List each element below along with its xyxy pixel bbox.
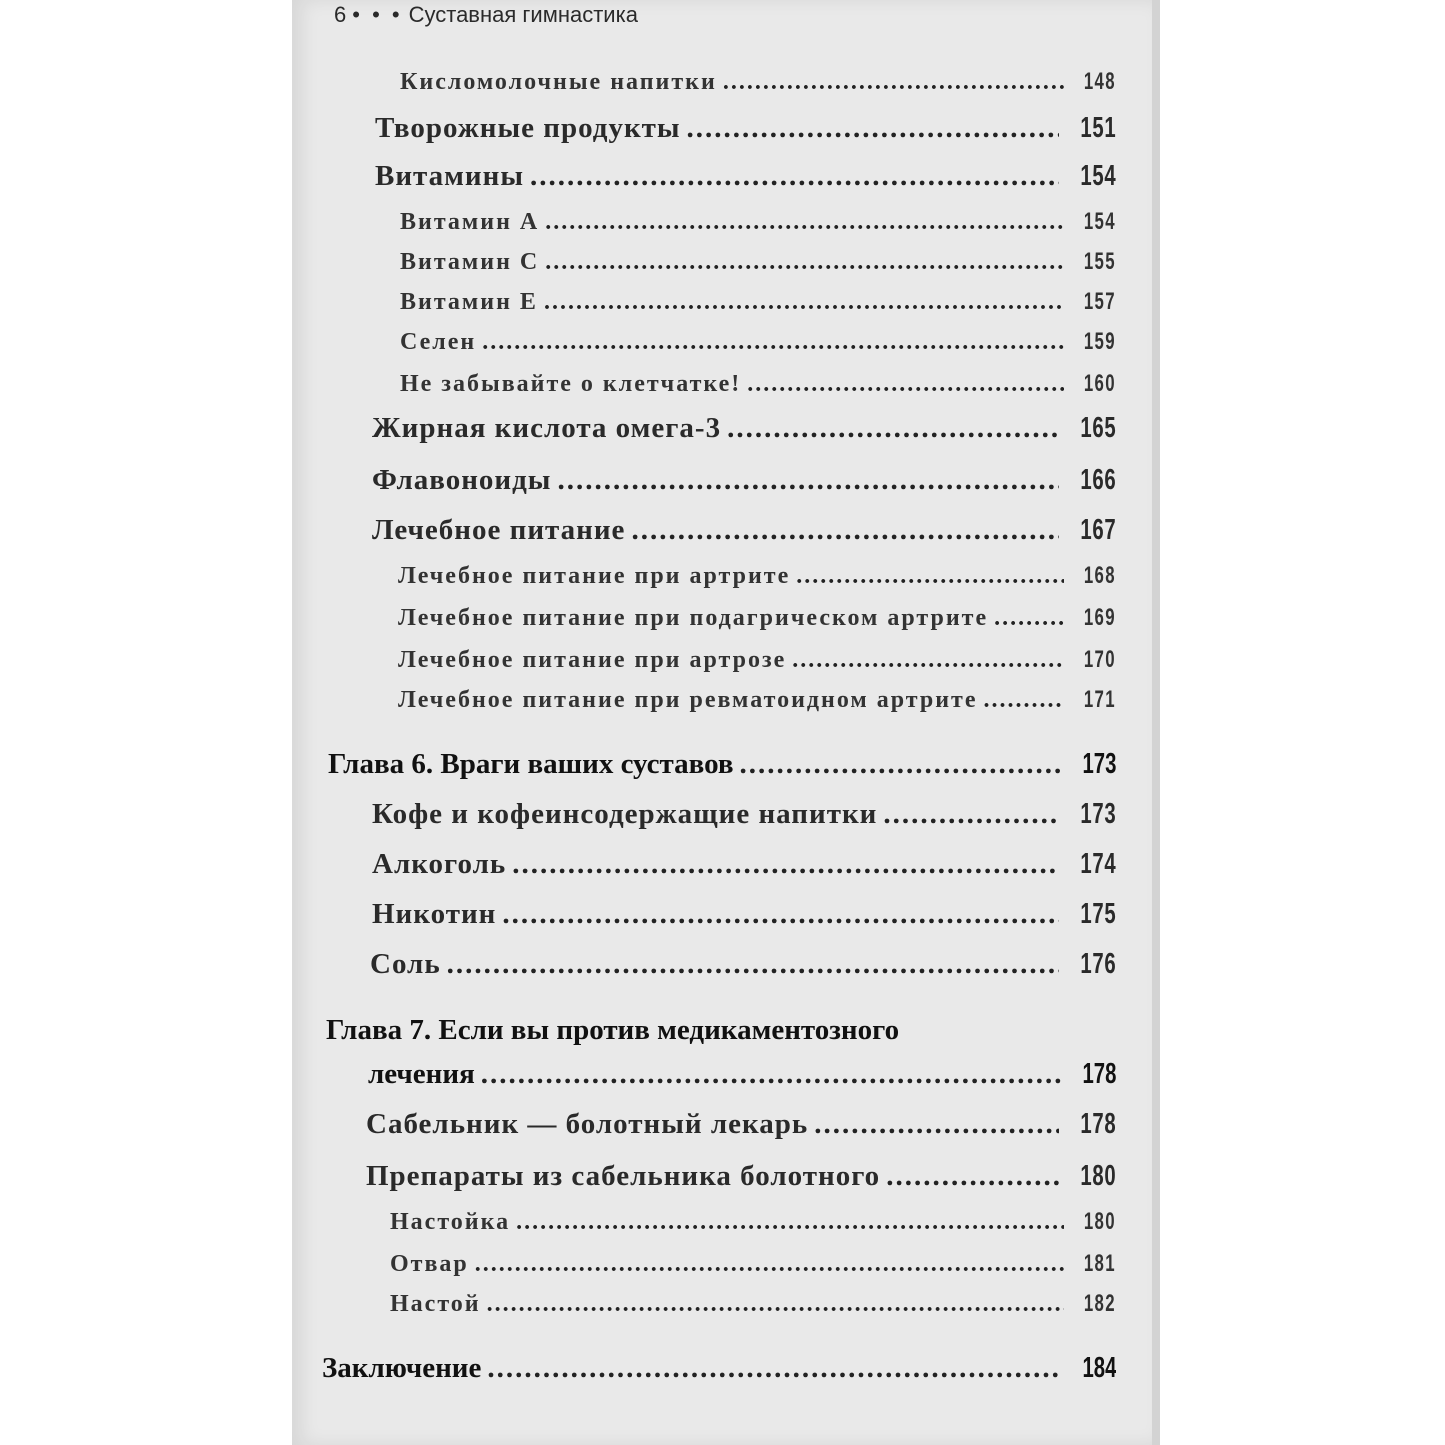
toc-title: Отвар [390,1251,469,1277]
leader-dots [792,647,1064,674]
leader-dots [886,1160,1058,1193]
toc-entry [390,1250,1116,1278]
toc-entry [372,798,1116,831]
toc-entry [370,948,1116,981]
toc-title: Жирная кислота омега-3 [372,412,722,444]
toc-title: Лечебное питание при ревматоидном артрите [398,687,978,713]
toc-chapter-entry [328,748,1116,781]
toc-entry [400,208,1116,236]
toc-title: Никотин [372,898,497,930]
toc-title: Кофе и кофеинсодержащие напитки [372,798,878,830]
toc-entry [372,898,1116,931]
toc-chapter-entry [368,1058,1116,1091]
toc-title: Настой [390,1291,481,1317]
toc-entry [400,248,1116,276]
toc-title: Лечебное питание при артрозе [398,647,787,673]
leader-dots [545,209,1064,236]
toc-entry [372,514,1116,547]
toc-page: 154 [1083,208,1116,235]
toc-page: 154 [1080,160,1116,192]
toc-title: Не забывайте о клетчатке! [400,371,742,397]
toc-page: 159 [1083,328,1116,355]
toc-page: 169 [1083,604,1116,631]
toc-entry [375,160,1116,193]
toc-page: 173 [1082,748,1116,780]
toc-entry [390,1290,1116,1318]
leader-dots [544,289,1064,316]
toc-title-continuation: лечения [368,1058,475,1090]
leader-dots [883,798,1058,831]
toc-chapter-entry [322,1352,1116,1385]
toc-entry [366,1108,1116,1141]
toc-title: Витамин А [400,209,540,235]
leader-dots [814,1108,1058,1141]
toc-page: 148 [1083,68,1116,95]
toc-entry [390,1208,1116,1236]
toc-page: 170 [1083,646,1116,673]
leader-dots [482,329,1064,356]
toc-entry [372,464,1116,497]
toc-title: Лечебное питание при подагрическом артрите [398,605,989,631]
toc-page: 180 [1083,1208,1116,1235]
toc-page: 166 [1080,464,1116,496]
toc-page: 176 [1080,948,1116,980]
toc-title: Витамин Е [400,289,538,315]
toc-title: Препараты из сабельника болотного [366,1160,881,1192]
leader-dots [723,69,1064,96]
toc-title: Селен [400,329,477,355]
leader-dots [631,514,1058,547]
toc-entry [375,112,1116,145]
toc-page: 174 [1080,848,1116,880]
book-title: Суставная гимнастика [408,2,638,27]
toc-page: 175 [1080,898,1116,930]
toc-page: 182 [1083,1290,1116,1317]
toc-entry [398,646,1116,674]
toc-title: Кисломолочные напитки [400,69,717,95]
toc-page: 171 [1083,686,1116,713]
toc-chapter-title: Глава 7. Если вы против медикаментозного [326,1014,900,1046]
toc-page: 167 [1080,514,1116,546]
leader-dots [502,898,1058,931]
toc-entry [398,562,1116,590]
leader-dots [512,848,1058,881]
toc-page: 178 [1080,1108,1116,1140]
leader-dots [740,748,1062,781]
toc-title: Творожные продукты [375,112,681,144]
toc-page: 151 [1080,112,1116,144]
toc-entry [398,686,1116,714]
leader-dots [481,1058,1062,1091]
leader-dots [984,687,1064,714]
toc-title: Витамины [375,160,524,192]
toc-page: 184 [1082,1352,1116,1384]
toc-title: Заключение [322,1352,482,1384]
toc-page: 178 [1082,1058,1116,1090]
toc-page: 168 [1083,562,1116,589]
leader-dots [530,160,1059,193]
toc-title: Сабельник — болотный лекарь [366,1108,809,1140]
leader-dots [487,1291,1064,1318]
toc-title: Глава 6. Враги ваших суставов [328,748,734,780]
toc-page: 157 [1083,288,1116,315]
toc-entry [372,412,1116,445]
toc-entry [400,328,1116,356]
toc-title: Соль [370,948,441,980]
toc-entry [398,604,1116,632]
leader-dots [475,1251,1064,1278]
toc-page: 181 [1083,1250,1116,1277]
toc-entry [400,370,1116,398]
leader-dots [516,1209,1064,1236]
leader-dots [487,1352,1061,1385]
leader-dots [545,249,1064,276]
toc-entry [372,848,1116,881]
toc-title: Лечебное питание [372,514,626,546]
toc-page: 165 [1080,412,1116,444]
toc-page: 160 [1083,370,1116,397]
page-number: 6 [334,2,347,27]
toc-title: Лечебное питание при артрите [398,563,791,589]
running-head [334,2,1034,34]
separator-dots: • • • [352,2,403,27]
leader-dots [727,412,1059,445]
leader-dots [557,464,1058,497]
leader-dots [687,112,1059,145]
leader-dots [747,371,1064,398]
toc-title: Настойка [390,1209,511,1235]
page-edge [1152,0,1160,1445]
toc-title: Алкоголь [372,848,507,880]
toc-page: 155 [1083,248,1116,275]
toc-entry [400,288,1116,316]
toc-page: 180 [1080,1160,1116,1192]
leader-dots [796,563,1064,590]
toc-entry [400,68,1116,96]
toc-entry [366,1160,1116,1193]
leader-dots [994,605,1064,632]
leader-dots [447,948,1059,981]
toc-page: 173 [1080,798,1116,830]
toc-title: Флавоноиды [372,464,552,496]
toc-title: Витамин С [400,249,540,275]
